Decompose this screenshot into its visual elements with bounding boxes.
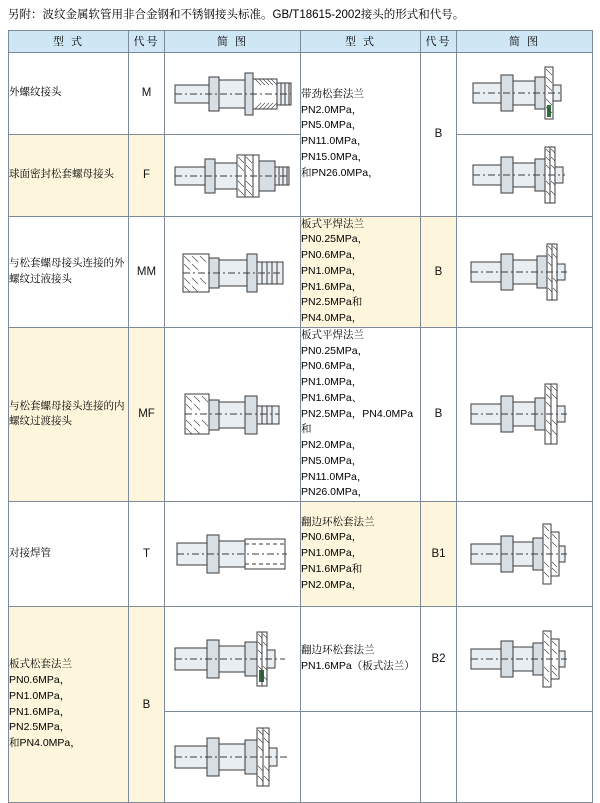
code-cell-empty xyxy=(421,712,457,803)
header-code-right: 代号 xyxy=(421,30,457,52)
figure-cell-female-thread-transition xyxy=(165,327,301,501)
figure-cell-lap-joint-flange-2 xyxy=(457,607,593,712)
type-cell: 与松套螺母接头连接的内螺纹过渡接头 xyxy=(9,327,129,501)
male-thread-transition-figure xyxy=(165,234,300,310)
table-body xyxy=(9,52,593,803)
code-cell: B xyxy=(129,607,165,803)
figure-cell-butt-weld-pipe xyxy=(165,502,301,607)
type-cell: 翻边环松套法兰 PN1.6MPa（板式法兰） xyxy=(301,607,421,712)
header-type-right: 型 式 xyxy=(301,30,421,52)
plate-loose-flange-figure-upper xyxy=(165,614,300,704)
type-cell: 对接焊管 xyxy=(9,502,129,607)
plate-flat-weld-flange-figure-1 xyxy=(457,220,592,324)
table-row xyxy=(9,327,593,501)
page-caption: 另附：波纹金属软管用非合金钢和不锈钢接头标准。GB/T18615-2002接头的形式和代号。 xyxy=(8,9,465,21)
table-row xyxy=(9,216,593,327)
table-head xyxy=(9,30,593,52)
figure-cell-male-thread-transition xyxy=(165,216,301,327)
code-cell: B1 xyxy=(421,502,457,607)
table-header-row xyxy=(9,30,593,52)
female-thread-transition-figure xyxy=(165,376,300,452)
code-cell: MM xyxy=(129,216,165,327)
header-type-left: 型 式 xyxy=(9,30,129,52)
code-cell: B xyxy=(421,52,457,216)
fitting-forms-table xyxy=(8,30,593,803)
type-cell: 带劲松套法兰 PN2.0MPa，PN5.0MPa， PN11.0MPa，PN15.0MPa， 和PN26.0MPa， xyxy=(301,52,421,216)
type-cell: 翻边环松套法兰 PN0.6MPa，PN1.0MPa， PN1.6MPa和PN2.0MPa， xyxy=(301,502,421,607)
ribbed-loose-flange-figure-upper xyxy=(457,55,592,131)
code-cell: F xyxy=(129,134,165,216)
plate-flat-weld-flange-figure-2 xyxy=(457,358,592,470)
type-cell: 板式松套法兰 PN0.6MPa，PN1.0MPa， PN1.6MPa，PN2.5MPa， 和PN4.0MPa， xyxy=(9,607,129,803)
table-row xyxy=(9,502,593,607)
code-cell: MF xyxy=(129,327,165,501)
plate-loose-flange-figure-lower xyxy=(165,712,300,802)
code-cell: B2 xyxy=(421,607,457,712)
figure-cell-plate-loose-flange-upper xyxy=(165,607,301,712)
table-row xyxy=(9,607,593,712)
table-row xyxy=(9,52,593,134)
type-cell: 与松套螺母接头连接的外螺纹过液接头 xyxy=(9,216,129,327)
ribbed-loose-flange-figure-lower xyxy=(457,137,592,213)
figure-cell-male-thread-fitting xyxy=(165,52,301,134)
code-cell: M xyxy=(129,52,165,134)
header-figure-right: 简 图 xyxy=(457,30,593,52)
header-figure-left: 简 图 xyxy=(165,30,301,52)
type-cell: 外螺纹接头 xyxy=(9,52,129,134)
header-code-left: 代号 xyxy=(129,30,165,52)
figure-cell-empty xyxy=(457,712,593,803)
type-cell: 球面密封松套螺母接头 xyxy=(9,134,129,216)
lap-joint-flange-figure-2 xyxy=(457,607,592,711)
code-cell: B xyxy=(421,327,457,501)
figure-cell-plate-loose-flange-lower xyxy=(165,712,301,803)
figure-cell-lap-joint-flange-1 xyxy=(457,502,593,607)
type-cell-empty xyxy=(301,712,421,803)
code-cell: B xyxy=(421,216,457,327)
figure-cell-ribbed-loose-flange-upper xyxy=(457,52,593,134)
type-cell: 板式平焊法兰 PN0.25MPa，PN0.6MPa， PN1.0MPa，PN1.6MPa， PN2.5MPa和PN4.0MPa， xyxy=(301,216,421,327)
figure-cell-plate-flat-weld-flange-2 xyxy=(457,327,593,501)
butt-weld-pipe-figure xyxy=(165,511,300,597)
male-thread-fitting-figure xyxy=(165,55,300,131)
figure-cell-plate-flat-weld-flange-1 xyxy=(457,216,593,327)
figure-cell-ribbed-loose-flange-lower xyxy=(457,134,593,216)
type-cell: 板式平焊法兰 PN0.25MPa，PN0.6MPa， PN1.0MPa，PN1.6MPa、 PN2.5MPa，PN4.0MPa和 PN2.0MPa，PN5.0MPa， PN11.0MPa，PN26.0MPa， xyxy=(301,327,421,501)
spherical-seal-union-nut-figure xyxy=(165,137,300,213)
lap-joint-flange-figure-1 xyxy=(457,502,592,606)
code-cell: T xyxy=(129,502,165,607)
figure-cell-spherical-seal-union-nut xyxy=(165,134,301,216)
